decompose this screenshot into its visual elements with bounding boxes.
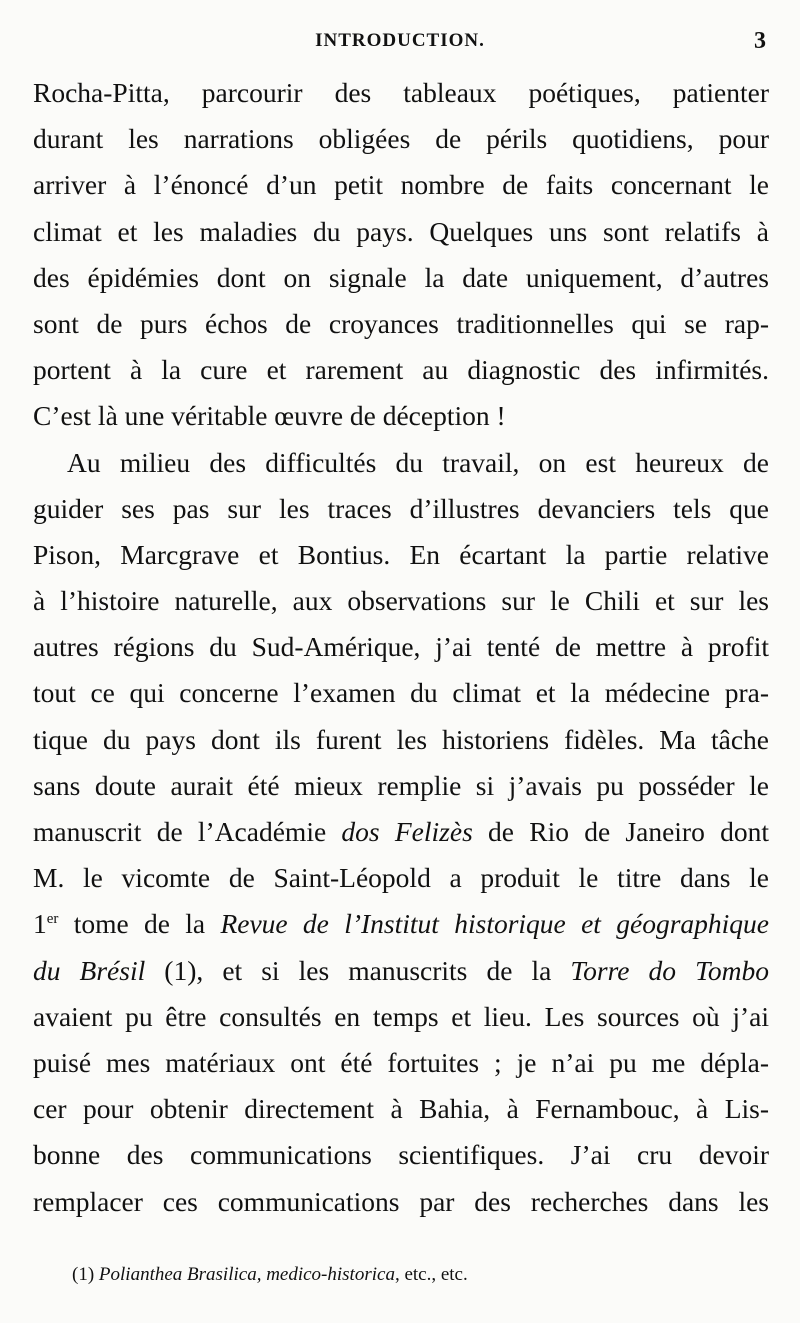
italic-title: Revue de l’Institut historique et géographique	[220, 908, 769, 940]
footnote-text: , etc., etc.	[394, 1264, 468, 1285]
text-line: des épidémies dont on signale la date uniquement, d’autres	[33, 261, 769, 293]
text-line: durant les narrations obligées de périls quotidiens, pour	[33, 123, 769, 155]
text-line: tout ce qui concerne l’examen du climat et la médecine pra-	[33, 677, 769, 709]
text-line: Rocha-Pitta, parcourir des tableaux poétiques, patienter	[33, 77, 769, 108]
text-run: de Rio de Janeiro dont	[472, 816, 769, 847]
footnote-italic: Polianthea Brasilica, medico-historica	[98, 1264, 395, 1285]
text-line: C’est là une véritable œuvre de déception !	[33, 400, 506, 432]
text-line: Au milieu des difficultés du travail, on est heureux de	[67, 446, 769, 478]
text-run: manuscrit de l’Académie	[33, 816, 342, 847]
running-title: INTRODUCTION.	[315, 30, 485, 51]
text-line: sans doute aurait été mieux remplie si j’avais pu posséder le	[33, 769, 769, 801]
text-line: avaient pu être consultés en temps et lieu. Les sources où j’ai	[33, 1000, 769, 1032]
text-run: (1), et si les manuscrits de la	[145, 954, 571, 986]
italic-title: du Brésil	[33, 954, 146, 986]
text-line: M. le vicomte de Saint-Léopold a produit le titre dans le	[33, 862, 769, 894]
ordinal-number: 1	[33, 908, 47, 940]
ordinal-suffix: er	[46, 911, 59, 928]
running-head	[30, 30, 770, 60]
text-line: arriver à l’énoncé d’un petit nombre de faits concernant le	[33, 169, 769, 201]
footnote-marker: (1)	[72, 1264, 95, 1285]
text-line: cer pour obtenir directement à Bahia, à Fernambouc, à Lis-	[33, 1093, 769, 1125]
text-line: bonne des communications scientifiques. J’ai cru devoir	[33, 1139, 769, 1171]
text-line: sont de purs échos de croyances traditionnelles qui se rap-	[33, 307, 769, 339]
italic-title: Torre do Tombo	[570, 954, 769, 986]
text-line: remplacer ces communications par des recherches dans les	[33, 1185, 769, 1217]
text-line: climat et les maladies du pays. Quelques uns sont relatifs à	[33, 215, 769, 247]
text-line: guider ses pas sur les traces d’illustres devanciers tels que	[33, 492, 769, 524]
text-line: à l’histoire naturelle, aux observations sur le Chili et sur les	[33, 585, 769, 617]
text-line: autres régions du Sud-Amérique, j’ai tenté de mettre à profit	[33, 631, 769, 663]
body-text	[33, 70, 769, 1225]
text-line: portent à la cure et rarement au diagnostic des infirmités.	[33, 354, 769, 386]
text-line: tique du pays dont ils furent les historiens fidèles. Ma tâche	[33, 723, 769, 755]
text-line	[33, 901, 769, 947]
page-number: 3	[754, 28, 766, 54]
text-line: Pison, Marcgrave et Bontius. En écartant la partie relative	[33, 538, 769, 570]
footnote	[72, 1262, 772, 1288]
text-line	[33, 948, 769, 994]
italic-title: dos Felizès	[341, 816, 473, 847]
text-line: puisé mes matériaux ont été fortuites ; je n’ai pu me dépla-	[33, 1046, 769, 1078]
text-run: tome de la	[58, 908, 221, 940]
text-line	[33, 809, 769, 855]
